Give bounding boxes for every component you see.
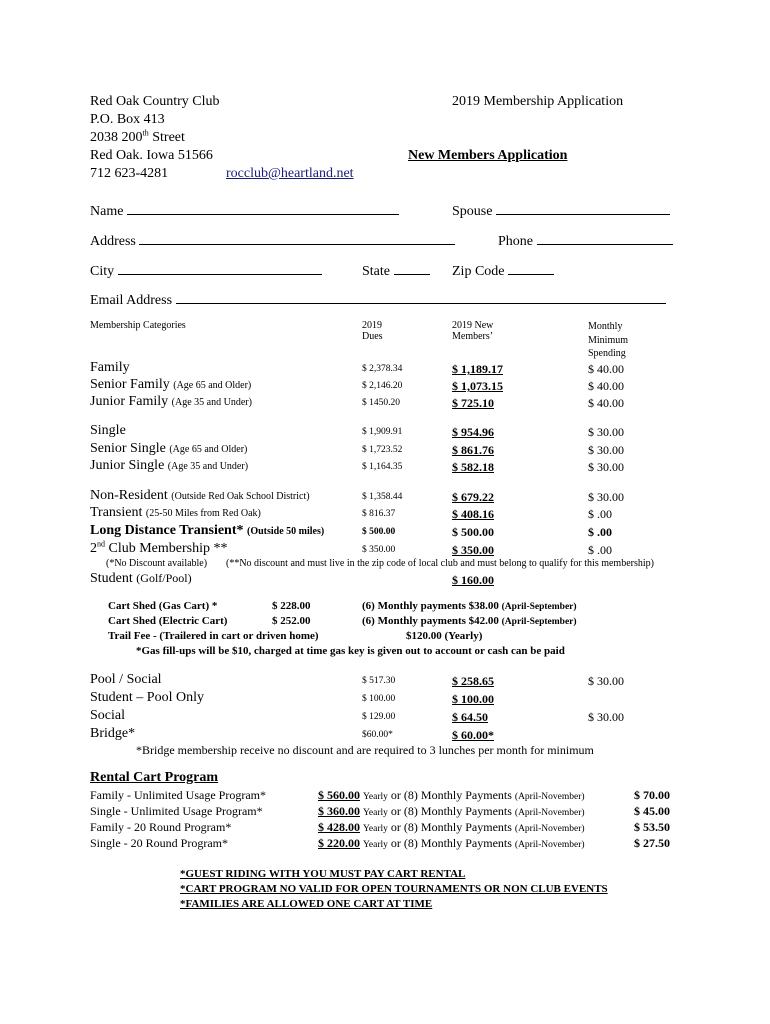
row-non-resident-name: Non-Resident (Outside Red Oak School District) [90, 488, 310, 503]
gas-fillup-note: *Gas fill-ups will be $10, charged at time gas key is given out to account or cash can be paid [136, 645, 565, 657]
row-social-new: $ 64.50 [452, 710, 488, 724]
row-bridge-dues: $60.00* [362, 730, 393, 740]
new-members-heading: New Members Application [408, 148, 568, 163]
name-line[interactable] [127, 202, 399, 215]
spouse-field[interactable]: Spouse [452, 202, 670, 220]
row-long-distance-min: $ .00 [588, 525, 612, 539]
rental-item-monthly: $ 70.00 [634, 788, 670, 802]
row-single-dues: $ 1,909.91 [362, 427, 403, 437]
row-senior-single-name: Senior Single (Age 65 and Older) [90, 441, 248, 456]
row-junior-single-name: Junior Single (Age 35 and Under) [90, 458, 249, 473]
row-transient-min: $ .00 [588, 507, 612, 521]
club-phone: 712 623-4281 [90, 166, 169, 181]
trail-fee-label: Trail Fee - (Trailered in cart or driven home) [108, 630, 319, 642]
bridge-note: *Bridge membership receive no discount and are required to 3 lunches per month for minimum [136, 743, 594, 757]
row-transient-dues: $ 816.37 [362, 509, 396, 519]
rental-item-name: Single - 20 Round Program* [90, 836, 228, 850]
rental-cart-title: Rental Cart Program [90, 770, 219, 785]
row-long-distance-name: Long Distance Transient* (Outside 50 miles) [90, 523, 325, 538]
rental-item-monthly: $ 27.50 [634, 836, 670, 850]
row-family-min: $ 40.00 [588, 362, 624, 376]
row-junior-family-min: $ 40.00 [588, 396, 624, 410]
rental-item-monthly: $ 45.00 [634, 804, 670, 818]
notice-families-cart: *FAMILIES ARE ALLOWED ONE CART AT TIME [180, 898, 433, 910]
cart-shed-gas-monthly: (6) Monthly payments $38.00 (April-September) [362, 600, 577, 612]
cart-shed-electric-monthly: (6) Monthly payments $42.00 (April-September) [362, 615, 577, 627]
spouse-line[interactable] [496, 202, 670, 215]
row-second-club-min: $ .00 [588, 543, 612, 557]
row-pool-social-name: Pool / Social [90, 672, 162, 687]
rental-item-name: Single - Unlimited Usage Program* [90, 804, 263, 818]
rental-item-name: Family - 20 Round Program* [90, 820, 232, 834]
trail-fee-price: $120.00 (Yearly) [406, 630, 483, 642]
club-name: Red Oak Country Club [90, 94, 220, 109]
row-long-distance-new: $ 500.00 [452, 525, 494, 539]
row-senior-family-new: $ 1,073.15 [452, 379, 503, 393]
phone-field[interactable]: Phone [498, 232, 673, 250]
row-junior-single-dues: $ 1,164.35 [362, 462, 403, 472]
row-social-min: $ 30.00 [588, 710, 624, 724]
row-bridge-new: $ 60.00* [452, 728, 494, 742]
row-family-new: $ 1,189.17 [452, 362, 503, 376]
row-senior-family-min: $ 40.00 [588, 379, 624, 393]
email-line[interactable] [176, 291, 666, 304]
rental-item-terms: $ 560.00 Yearly or (8) Monthly Payments (April-November) [318, 788, 585, 802]
rental-item-terms: $ 428.00 Yearly or (8) Monthly Payments (April-November) [318, 820, 585, 834]
rental-item-terms: $ 360.00 Yearly or (8) Monthly Payments (April-November) [318, 804, 585, 818]
row-non-resident-dues: $ 1,358.44 [362, 492, 403, 502]
row-junior-family-name: Junior Family (Age 35 and Under) [90, 394, 252, 409]
row-bridge-name: Bridge* [90, 726, 136, 741]
street-address: 2038 200th Street [90, 128, 185, 145]
city-line[interactable] [118, 262, 322, 275]
cart-shed-gas-label: Cart Shed (Gas Cart) * [108, 600, 218, 612]
state-field[interactable]: State [362, 262, 430, 280]
row-senior-family-dues: $ 2,146.20 [362, 381, 403, 391]
row-student-pool-dues: $ 100.00 [362, 694, 396, 704]
notice-cart-program: *CART PROGRAM NO VALID FOR OPEN TOURNAMENTS OR NON CLUB EVENTS [180, 883, 608, 895]
col-header-minimum: Monthly Minimum Spending [588, 321, 629, 359]
row-junior-single-new: $ 582.18 [452, 460, 494, 474]
row-social-dues: $ 129.00 [362, 712, 396, 722]
row-student-pool-name: Student – Pool Only [90, 690, 204, 705]
row-non-resident-new: $ 679.22 [452, 490, 494, 504]
col-header-categories: Membership Categories [90, 320, 186, 331]
cart-shed-gas-price: $ 228.00 [272, 600, 311, 612]
row-student-pool-new: $ 100.00 [452, 692, 494, 706]
row-student-new: $ 160.00 [452, 573, 494, 587]
row-senior-family-name: Senior Family (Age 65 and Older) [90, 377, 252, 392]
second-club-note-2: (**No discount and must live in the zip code of local club and must belong to qualify for this membership) [226, 558, 654, 569]
row-family-dues: $ 2,378.34 [362, 364, 403, 374]
row-second-club-name: 2nd Club Membership ** [90, 539, 228, 556]
row-student-name: Student (Golf/Pool) [90, 571, 192, 586]
row-social-name: Social [90, 708, 125, 723]
name-field[interactable]: Name [90, 202, 399, 220]
row-pool-social-dues: $ 517.30 [362, 676, 396, 686]
row-pool-social-new: $ 258.65 [452, 674, 494, 688]
second-club-note-1: (*No Discount available) [106, 558, 208, 569]
row-senior-single-min: $ 30.00 [588, 443, 624, 457]
city-field[interactable]: City [90, 262, 322, 280]
row-family-name: Family [90, 360, 130, 375]
col-header-new: 2019 New Members’ [452, 320, 494, 342]
row-single-new: $ 954.96 [452, 425, 494, 439]
row-senior-single-dues: $ 1,723.52 [362, 445, 403, 455]
zip-field[interactable]: Zip Code [452, 262, 554, 280]
row-junior-family-dues: $ 1450.20 [362, 398, 400, 408]
rental-item-name: Family - Unlimited Usage Program* [90, 788, 266, 802]
email-field[interactable]: Email Address [90, 291, 666, 309]
row-junior-single-min: $ 30.00 [588, 460, 624, 474]
row-second-club-dues: $ 350.00 [362, 545, 396, 555]
row-second-club-new: $ 350.00 [452, 543, 494, 557]
club-city: Red Oak. Iowa 51566 [90, 148, 213, 163]
row-junior-family-new: $ 725.10 [452, 396, 494, 410]
po-box: P.O. Box 413 [90, 112, 165, 127]
address-line[interactable] [139, 232, 455, 245]
cart-shed-electric-label: Cart Shed (Electric Cart) [108, 615, 228, 627]
row-single-name: Single [90, 423, 126, 438]
col-header-dues: 2019 Dues [362, 320, 383, 342]
row-transient-new: $ 408.16 [452, 507, 494, 521]
row-non-resident-min: $ 30.00 [588, 490, 624, 504]
address-field[interactable]: Address [90, 232, 455, 250]
state-line[interactable] [394, 262, 430, 275]
club-email-link[interactable]: rocclub@heartland.net [226, 166, 354, 181]
row-single-min: $ 30.00 [588, 425, 624, 439]
row-transient-name: Transient (25-50 Miles from Red Oak) [90, 505, 261, 520]
notice-guest-riding: *GUEST RIDING WITH YOU MUST PAY CART RENTAL [180, 868, 466, 880]
phone-line[interactable] [537, 232, 673, 245]
row-pool-social-min: $ 30.00 [588, 674, 624, 688]
row-long-distance-dues: $ 500.00 [362, 527, 396, 537]
zip-line[interactable] [508, 262, 554, 275]
cart-shed-electric-price: $ 252.00 [272, 615, 311, 627]
row-senior-single-new: $ 861.76 [452, 443, 494, 457]
application-title: 2019 Membership Application [452, 94, 624, 109]
rental-item-terms: $ 220.00 Yearly or (8) Monthly Payments (April-November) [318, 836, 585, 850]
rental-item-monthly: $ 53.50 [634, 820, 670, 834]
